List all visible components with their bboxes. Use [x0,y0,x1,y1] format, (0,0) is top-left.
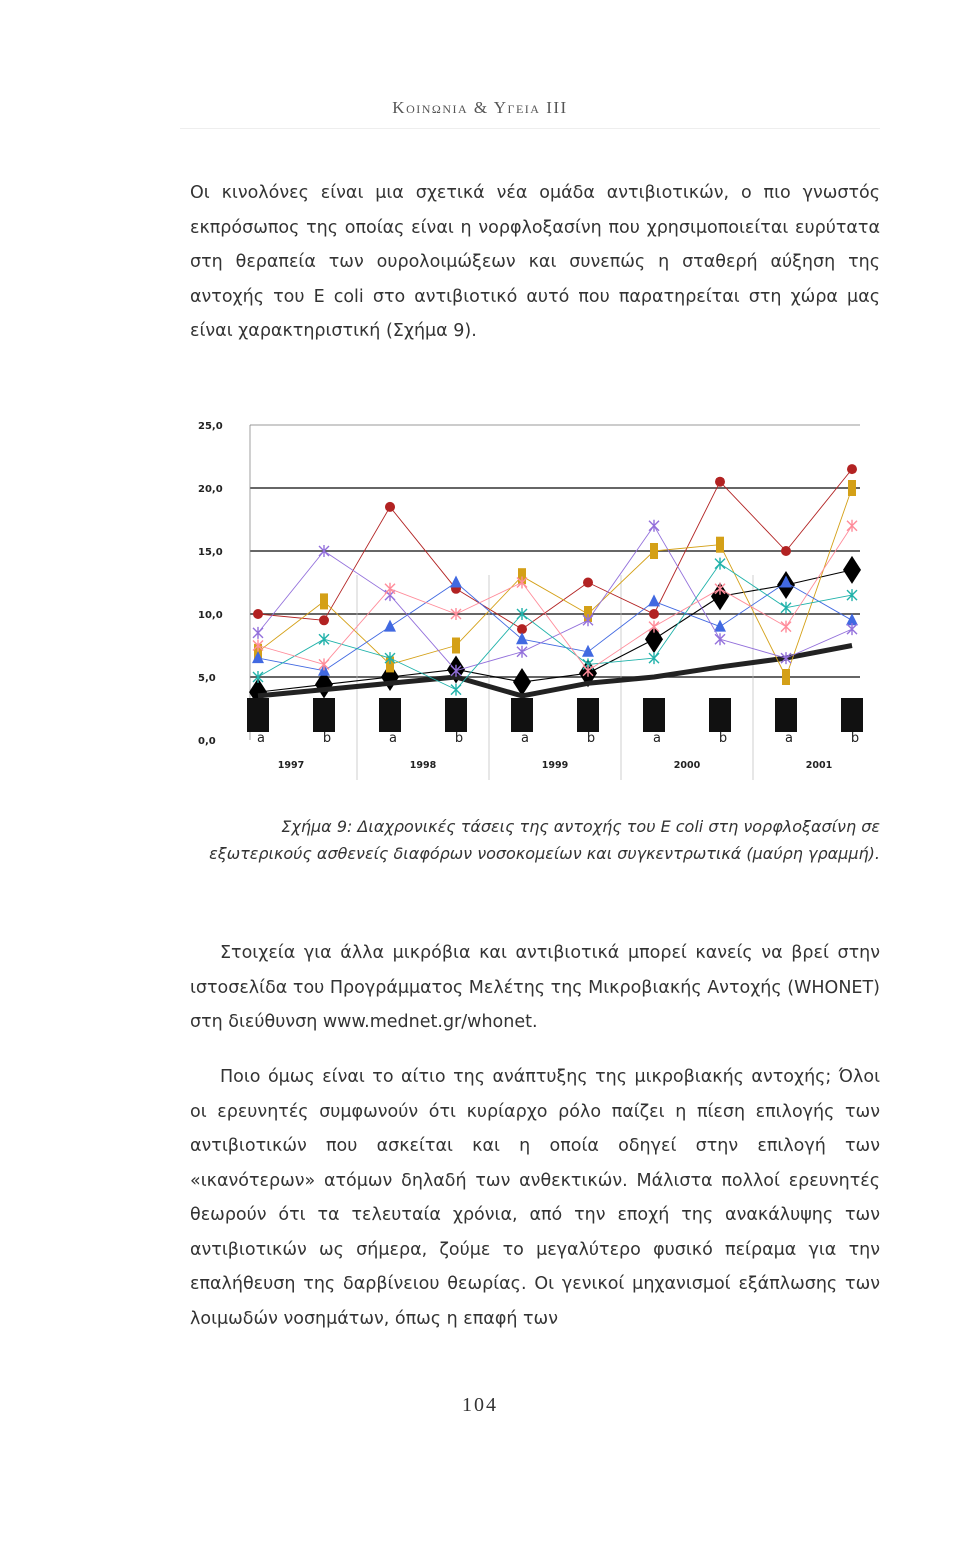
period-block [379,698,401,732]
period-label: b [850,731,860,746]
data-point-circle [715,477,725,487]
period-label: a [389,731,397,746]
data-point-triangle [516,632,528,644]
y-tick-label: 15,0 [198,547,223,558]
y-tick-label: 20,0 [198,484,223,495]
period-label: a [785,731,793,746]
period-block [841,698,863,732]
data-point-x [715,633,725,645]
period-label: a [521,731,529,746]
data-point-triangle [384,620,396,632]
period-block [709,698,731,732]
data-point-x [517,646,527,658]
running-header [0,98,960,118]
period-label: b [322,731,332,746]
data-point-square [452,638,460,654]
period-label: a [653,731,661,746]
data-point-square [716,537,724,553]
data-point-triangle [714,620,726,632]
data-point-square [782,669,790,685]
period-block [577,698,599,732]
data-point-square [320,593,328,609]
page-number: 104 [462,1394,498,1416]
data-point-circle [781,546,791,556]
running-header-text: Κοινωνια & Υγεια III [392,98,568,117]
y-tick-label: 10,0 [198,610,223,621]
header-rule [180,128,880,129]
data-point-x [451,684,461,696]
paragraph-intro: Οι κινολόνες είναι μια σχετικά νέα ομάδα αντιβιοτικών, ο πιο γνωστός εκπρόσωπος της οποίας είναι η νορφλοξασίνη που χρησιμοποιείται ευρύτατα στη θεραπεία των ουρολοιμώξεων και συνεπώς η σταθερή αύξηση της αντοχής του E coli στο αντιβιοτικό αυτό που παρατηρείται στη χώρα μας είναι χαρακτηριστική (Σχήμα 9). [190,183,880,341]
period-label: b [718,731,728,746]
period-block [775,698,797,732]
data-point-x [847,520,857,532]
data-point-circle [583,578,593,588]
data-point-circle [385,502,395,512]
period-block [643,698,665,732]
year-label: 2001 [805,760,833,771]
period-label: a [257,731,265,746]
paragraph-whonet: Στοιχεία για άλλα μικρόβια και αντιβιοτικά μπορεί κανείς να βρεί στην ιστοσελίδα του Προγράμματος Μελέτης της Μικροβιακής Αντοχής (WHONET) στη διεύθυνση www.mednet.gr/whonet. [190,943,880,1032]
data-point-x [253,627,263,639]
data-point-diamond [843,556,861,584]
period-block [445,698,467,732]
series-line [258,488,852,677]
data-point-x [715,558,725,570]
period-label: b [586,731,596,746]
data-point-x [649,520,659,532]
series-line [258,646,852,696]
period-label: b [454,731,464,746]
data-point-circle [319,615,329,625]
series-line [258,469,852,629]
data-point-x [319,658,329,670]
data-point-circle [649,609,659,619]
year-label: 1998 [409,760,437,771]
year-label: 2000 [673,760,701,771]
y-tick-label: 5,0 [198,673,216,684]
data-point-x [781,602,791,614]
data-point-x [385,583,395,595]
data-point-x [781,621,791,633]
data-point-x [319,633,329,645]
period-block [313,698,335,732]
y-tick-label: 0,0 [198,736,216,747]
period-block [511,698,533,732]
data-point-triangle [252,651,264,663]
paragraph-cause: Ποιο όμως είναι το αίτιο της ανάπτυξης της μικροβιακής αντοχής; Όλοι οι ερευνητές συμφωνούν ότι κυρίαρχο ρόλο παίζει η πίεση επιλογής των αντιβιοτικών που ασκείται και η οποία οδηγεί στην επιλογή των «ικανότερων» ατόμων δηλαδή των ανθεκτικών. Μάλιστα πολλοί ερευνητές θεωρούν ότι τα τελευταία χρόνια, από την εποχή της ανακάλυψης των αντιβιοτικών ως σήμερα, ζούμε το μεγαλύτερο φυσικό πείραμα για την επαλήθευση της δαρβίνειου θεωρίας. Οι γενικοί μηχανισμοί εξάπλωσης των λοιμωδών νοσημάτων, όπως η επαφή των [190,1067,880,1329]
year-label: 1997 [277,760,305,771]
figure-caption: Σχήμα 9: Διαχρονικές τάσεις της αντοχής του E coli στη νορφλοξασίνη σε εξωτερικούς ασθενείς διαφόρων νοσοκομείων και συγκεντρωτικά (μαύρη γραμμή). [209,817,880,863]
data-point-circle [847,464,857,474]
data-point-circle [253,609,263,619]
y-tick-label: 25,0 [198,421,223,432]
data-point-square [848,480,856,496]
data-point-x [847,623,857,635]
period-block [247,698,269,732]
data-point-triangle [450,576,462,588]
data-point-x [847,589,857,601]
resistance-trend-chart [190,400,890,790]
data-point-square [650,543,658,559]
year-label: 1999 [541,760,569,771]
data-point-x [649,621,659,633]
data-point-triangle [648,594,660,606]
